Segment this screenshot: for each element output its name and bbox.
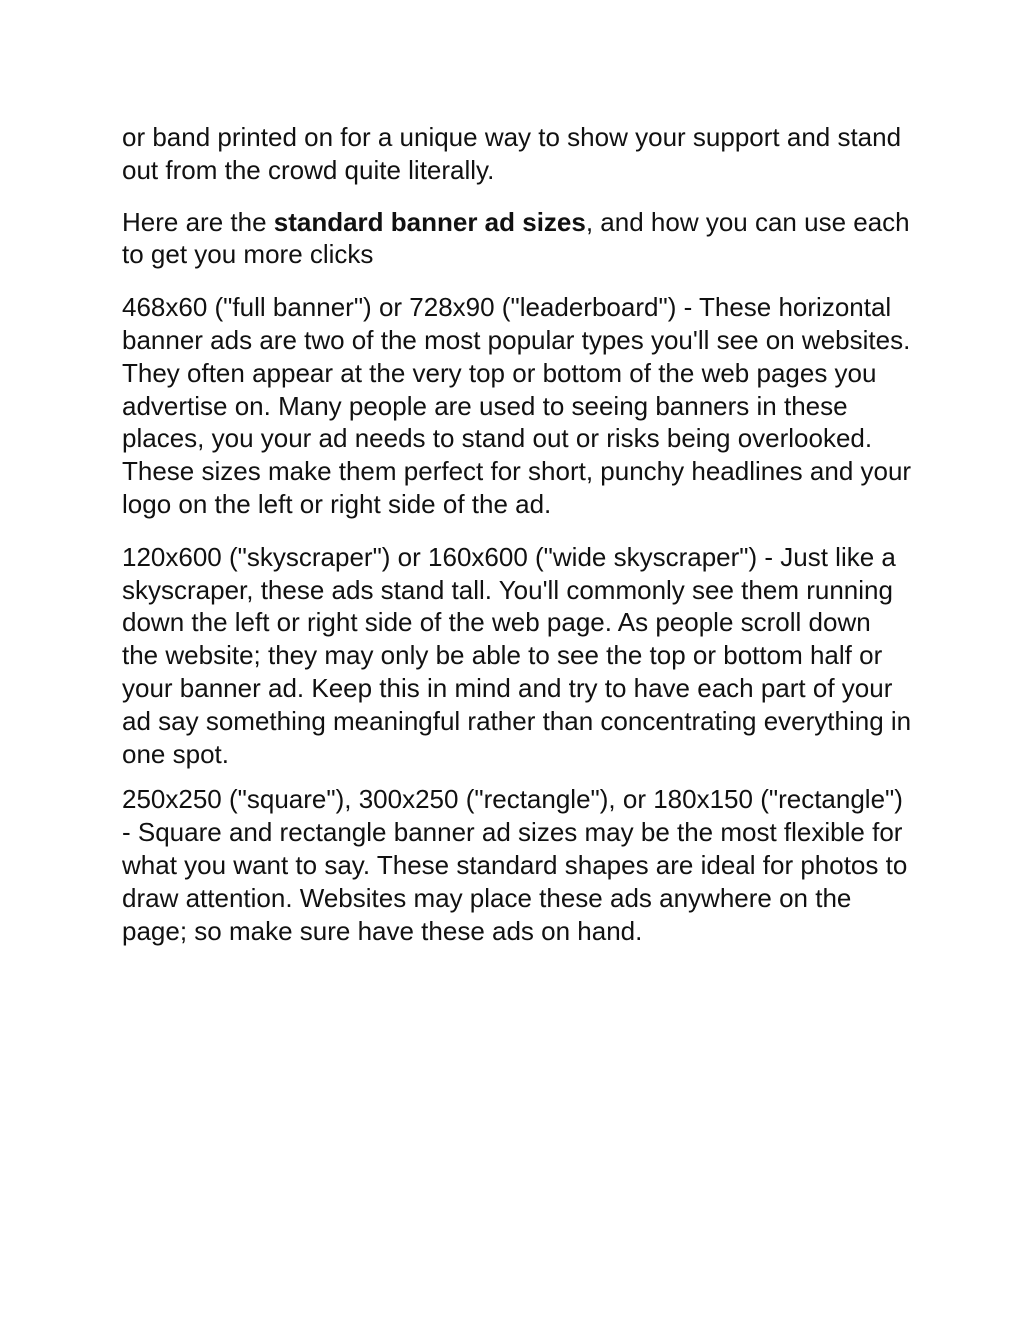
paragraph-skyscraper-banners: 120x600 ("skyscraper") or 160x600 ("wide skyscraper") - Just like a skyscraper, these ads stand tall. You'll commonly see them running down the left or right side of the web page. As people scroll down the website; they may only be able to see the top or bottom half or your banner ad. Keep this in mind and try to have each part of your ad say something meaningful rather than concentrating everything in one spot. [122,541,912,769]
bold-phrase: standard banner ad sizes [273,206,586,237]
intro-text-after: , and how you can use each to get you more clicks [122,206,910,270]
paragraph-banner-sizes-intro [122,206,912,272]
paragraph-square-rectangle-banners: 250x250 ("square"), 300x250 ("rectangle"), or 180x150 ("rectangle") - Square and rectangle banner ad sizes may be the most flexible for what you want to say. These standard shapes are ideal for photos to draw attention. Websites may place these ads anywhere on the page; so make sure have these ads on hand. [122,784,908,946]
paragraph-intro-continuation: or band printed on for a unique way to show your support and stand out from the crowd quite literally. [122,122,902,185]
intro-text-before: Here are the [122,206,274,237]
paragraph-horizontal-banners: 468x60 ("full banner") or 728x90 ("leaderboard") - These horizontal banner ads are two of the most popular types you'll see on websites. They often appear at the very top or bottom of the web pages you advertise on. Many people are used to seeing banners in these places, you your ad needs to stand out or risks being overlooked. These sizes make them perfect for short, punchy headlines and your logo on the left or right side of the ad. [122,292,912,519]
document-page [122,121,912,947]
